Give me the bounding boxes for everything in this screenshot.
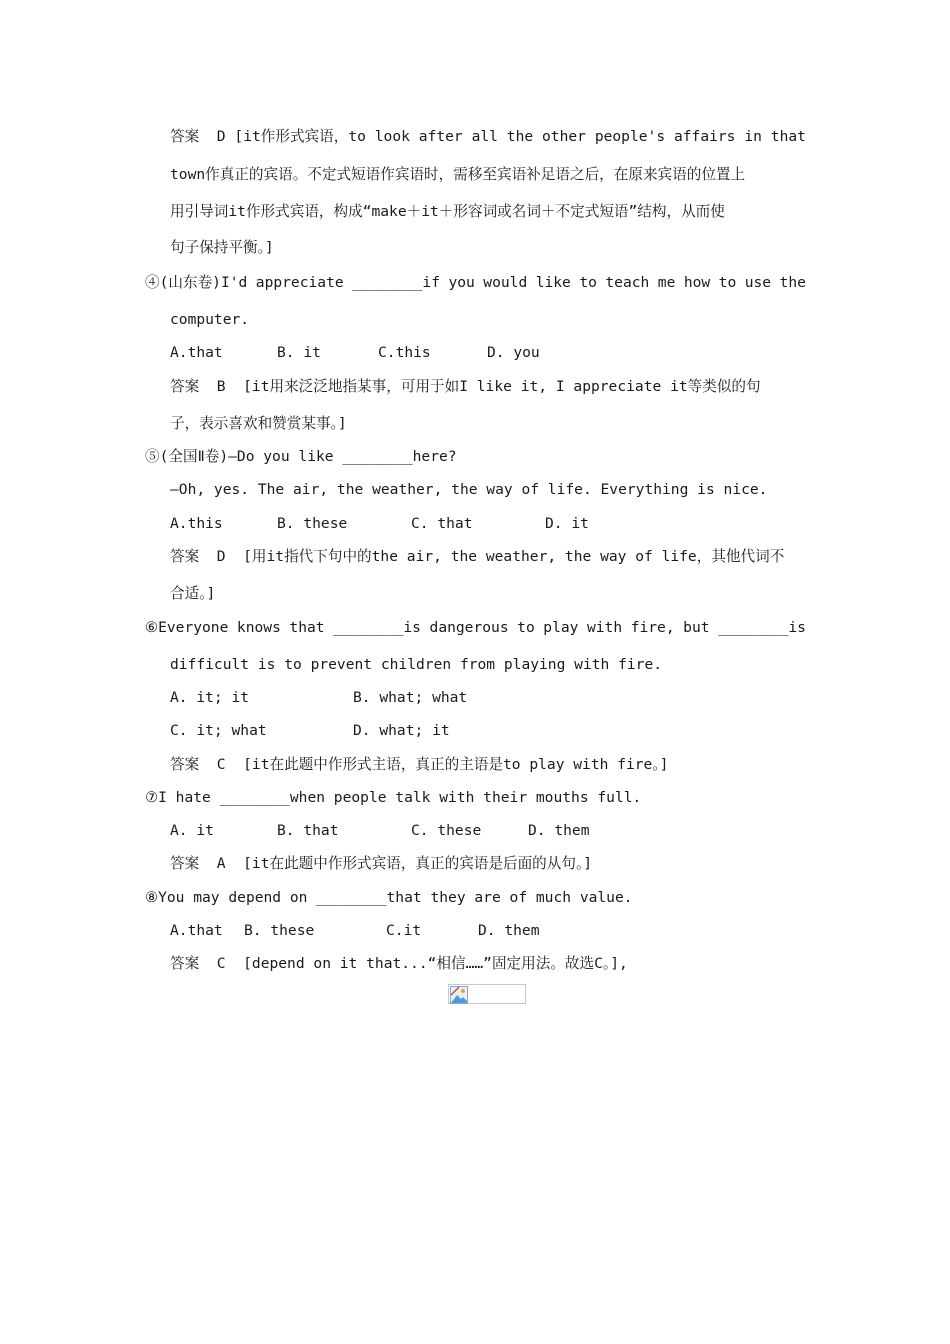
option-c: C. it; what <box>170 722 267 739</box>
option-b: B. these <box>277 515 348 532</box>
word: ④(山东卷)I'd <box>145 274 248 291</box>
word: to <box>517 619 535 636</box>
word: would <box>483 274 528 291</box>
option-a: A. it <box>170 822 214 839</box>
option-c: C.it <box>386 922 422 939</box>
word: with <box>586 619 623 636</box>
option-b: B. what; what <box>353 689 468 706</box>
word: other <box>542 128 586 145</box>
word: to <box>718 274 737 291</box>
word: that <box>289 619 325 636</box>
word: the <box>779 274 806 291</box>
word: after <box>418 128 463 145</box>
q5-stem-line1: ⑤(全国Ⅱ卷)—Do you like ________here? <box>145 448 457 465</box>
word: the <box>506 128 534 145</box>
option-a: A.that <box>170 344 223 361</box>
option-d: D. them <box>528 822 590 839</box>
option-b: B. it <box>277 344 321 361</box>
word: ________if <box>352 274 440 291</box>
q5-stem-line2: —Oh, yes. The air, the weather, the way of life. Everything is nice. <box>170 481 768 498</box>
q4-stem-line2: computer. <box>170 311 250 328</box>
q6-answer: 答案 C [it在此题中作形式主语，真正的主语是to play with fire。] <box>170 756 669 773</box>
option-c: C. these <box>411 822 482 839</box>
word: how <box>683 274 711 291</box>
word: ⑥Everyone <box>145 619 229 636</box>
q5-answer-line2: 合适。] <box>170 585 216 602</box>
word: look <box>374 128 410 145</box>
option-b: B. that <box>277 822 339 839</box>
word: all <box>471 128 498 145</box>
q7-stem: ⑦I hate ________when people talk with their mouths full. <box>145 789 642 806</box>
q3-answer-line2: town作真正的宾语。不定式短语作宾语时，需移至宾语补足语之后，在原来宾语的位置上 <box>170 166 746 183</box>
word: that <box>770 128 806 145</box>
q4-stem-line1 <box>145 273 806 293</box>
word: like <box>535 274 571 291</box>
option-d: D. it <box>545 515 589 532</box>
q3-answer-line3: 用引导词it作形式宾语，构成“make＋it＋形容词或名词＋不定式短语”结构，从而使 <box>170 203 725 220</box>
word: in <box>744 128 762 145</box>
option-d: D. you <box>487 344 540 361</box>
word: to <box>579 274 597 291</box>
q4-answer-line1: 答案 B [it用来泛泛地指某事，可用于如I like it, I appreciate it等类似的句 <box>170 378 761 395</box>
word: knows <box>236 619 281 636</box>
word: me <box>657 274 676 291</box>
word: you <box>448 274 475 291</box>
option-d: D. what; it <box>353 722 450 739</box>
word: dangerous <box>429 619 509 636</box>
q5-answer-line1: 答案 D [用it指代下句中的the air, the weather, the way of life，其他代词不 <box>170 548 785 565</box>
word: 答案 D <box>170 128 226 145</box>
q4-answer-line2: 子，表示喜欢和赞赏某事。] <box>170 415 347 432</box>
q8-stem: ⑧You may depend on ________that they are of much value. <box>145 889 633 906</box>
option-a: A.this <box>170 515 223 532</box>
q6-stem-line1 <box>145 618 806 638</box>
option-a: A.that <box>170 922 223 939</box>
word: affairs <box>673 128 736 145</box>
word: ________is <box>718 619 806 636</box>
option-d: D. them <box>478 922 540 939</box>
q8-answer: 答案 C [depend on it that...“相信……”固定用法。故选C。], <box>170 955 628 972</box>
option-a: A. it; it <box>170 689 250 706</box>
q3-answer-line1 <box>170 127 806 147</box>
word: play <box>543 619 579 636</box>
word: [it作形式宾语，to <box>234 128 366 145</box>
q6-stem-line2: difficult is to prevent children from playing with fire. <box>170 656 663 673</box>
option-b: B. these <box>244 922 315 939</box>
word: but <box>683 619 710 636</box>
word: teach <box>605 274 650 291</box>
broken-image-placeholder <box>448 984 526 1004</box>
broken-image-icon <box>450 986 468 1004</box>
q3-answer-line4: 句子保持平衡。] <box>170 239 274 256</box>
word: people's <box>594 128 666 145</box>
option-c: C.this <box>378 344 431 361</box>
q7-answer: 答案 A [it在此题中作形式宾语，真正的宾语是后面的从句。] <box>170 855 593 872</box>
option-c: C. that <box>411 515 473 532</box>
word: fire, <box>630 619 675 636</box>
word: ________is <box>333 619 421 636</box>
word: use <box>744 274 772 291</box>
word: appreciate <box>255 274 344 291</box>
